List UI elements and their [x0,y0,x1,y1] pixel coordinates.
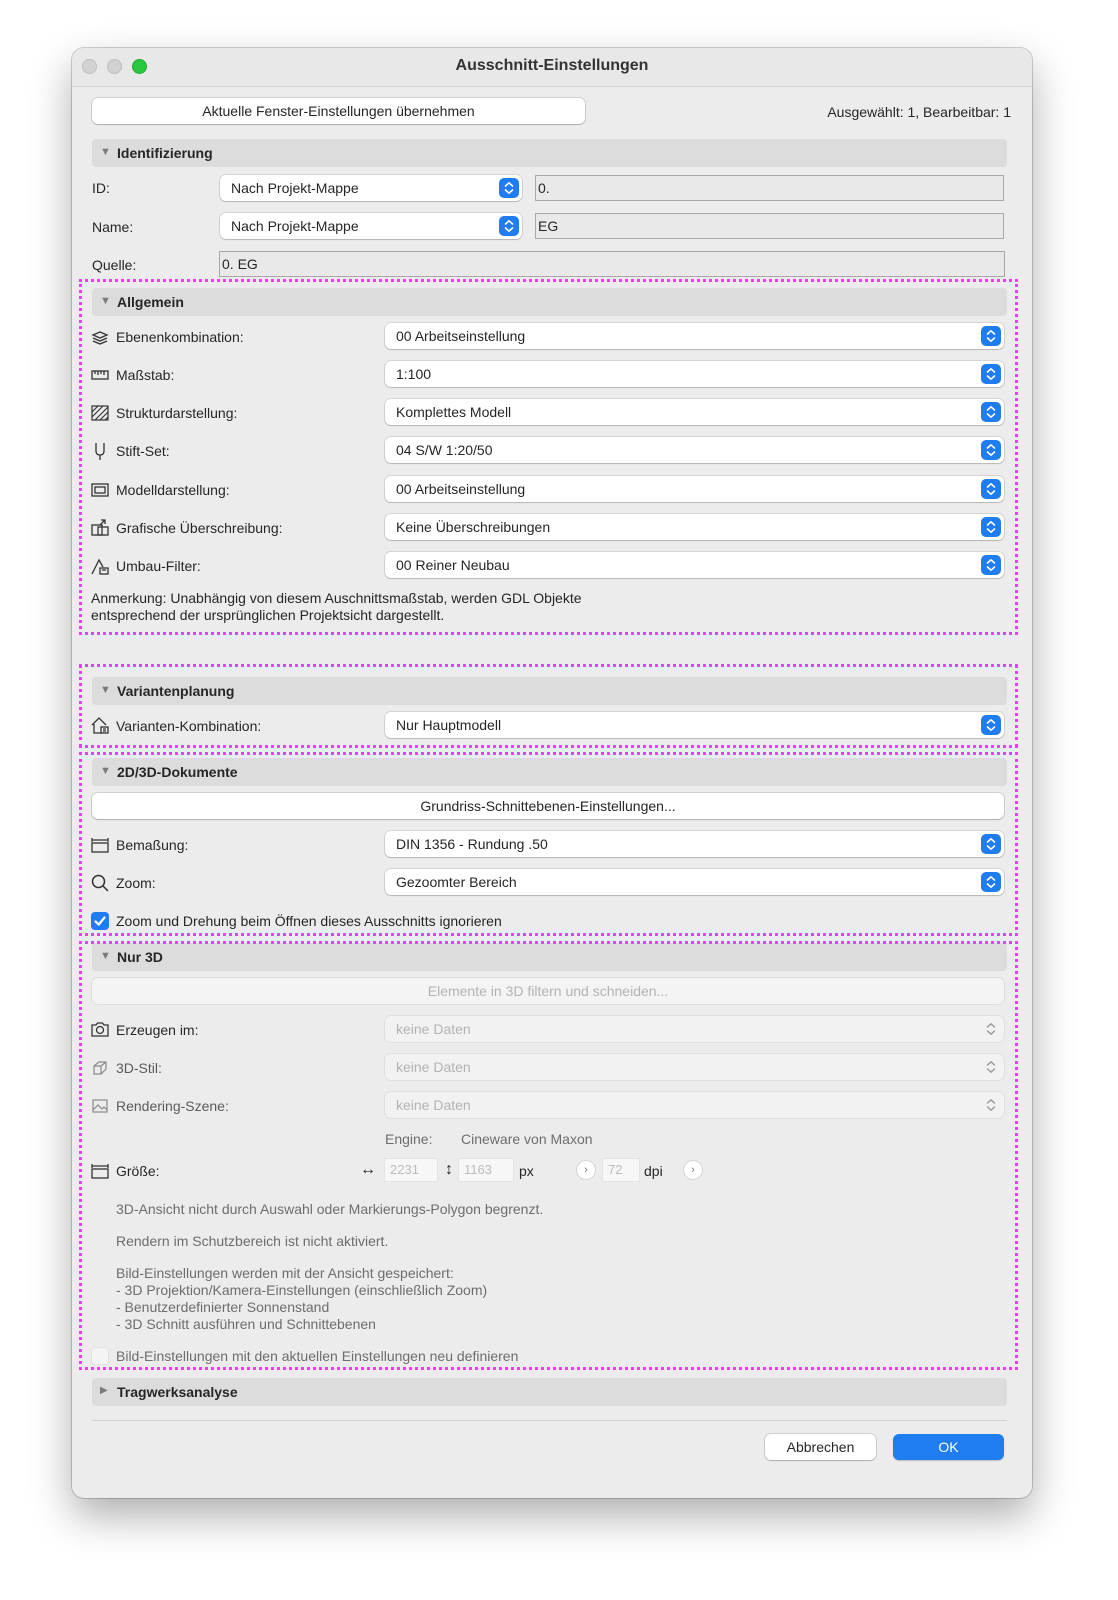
cancel-button[interactable]: Abbrechen [765,1434,876,1460]
section-title: 2D/3D-Dokumente [117,764,238,780]
ebenenkombination-label: Ebenenkombination: [116,329,244,345]
name-label: Name: [92,219,134,235]
id-field[interactable] [535,175,1004,201]
floorplan-cutplane-settings-button[interactable]: Grundriss-Schnittebenen-Einstellungen... [92,793,1004,819]
rendering-szene-label: Rendering-Szene: [116,1098,229,1114]
section-title: Tragwerksanalyse [117,1384,238,1400]
info-line: - 3D Projektion/Kamera-Einstellungen (einschließlich Zoom) [116,1282,488,1298]
section-identifizierung[interactable] [92,139,1007,167]
modelldarstellung-label: Modelldarstellung: [116,482,230,498]
chevron-updown-icon [981,517,1001,537]
zoom-label: Zoom: [116,875,156,891]
name-select[interactable] [220,213,522,239]
bemassung-select[interactable] [385,831,1004,857]
strukturdarstellung-label: Strukturdarstellung: [116,405,238,421]
section-variantenplanung[interactable] [92,677,1007,705]
chevron-updown-icon [981,479,1001,499]
apply-current-settings-button[interactable]: Aktuelle Fenster-Einstellungen übernehmen [92,98,585,124]
select-value: Nur Hauptmodell [396,717,502,733]
select-value: 1:100 [396,366,432,382]
groesse-label: Größe: [116,1163,160,1179]
chevron-updown-icon [981,1095,1001,1115]
size-icon [90,1160,110,1180]
section-title: Allgemein [117,294,184,310]
info-protection-text: Rendern im Schutzbereich ist nicht aktiviert. [116,1233,389,1249]
cube-icon [90,1058,110,1078]
layers-icon [90,327,110,347]
redefine-settings-label[interactable]: Bild-Einstellungen mit den aktuellen Einstellungen neu definieren [116,1348,519,1364]
quelle-field [219,251,1005,277]
renovation-icon [90,556,110,576]
disclosure-open-icon: ▼ [100,146,111,158]
dpi-field[interactable]: 72 [602,1158,640,1182]
dpi-unit: dpi [644,1163,663,1179]
chevron-updown-icon [981,872,1001,892]
grafische-ueberschreibung-select[interactable] [385,514,1004,540]
disclosure-closed-icon: ▶ [100,1385,108,1396]
chevron-updown-icon [499,178,519,198]
note-line: entsprechend der ursprünglichen Projektsicht dargestellt. [91,607,445,623]
height-arrow-icon: ↕ [445,1161,453,1178]
width-arrow-icon: ↔ [360,1161,376,1178]
height-field[interactable]: 1163 [458,1158,514,1182]
stift-set-select[interactable] [385,437,1004,463]
select-value: Gezoomter Bereich [396,874,517,890]
3d-stil-label: 3D-Stil: [116,1060,162,1076]
disclosure-open-icon: ▼ [100,950,111,962]
section-title: Variantenplanung [117,683,235,699]
massstab-select[interactable] [385,361,1004,387]
umbau-filter-select[interactable] [385,552,1004,578]
id-select[interactable] [220,175,522,201]
dimension-icon [90,834,110,854]
chevron-updown-icon [981,715,1001,735]
select-value: keine Daten [396,1097,471,1113]
bemassung-label: Bemaßung: [116,837,189,853]
chevron-updown-icon [981,1019,1001,1039]
footer-divider [92,1420,1007,1421]
varianten-kombination-label: Varianten-Kombination: [116,718,262,734]
window-title: Ausschnitt-Einstellungen [455,57,649,74]
chevron-updown-icon [981,364,1001,384]
id-field-value: 0. [538,180,550,196]
info-line: Bild-Einstellungen werden mit der Ansicht gespeichert: [116,1265,454,1281]
name-select-value: Nach Projekt-Mappe [231,218,359,234]
id-label: ID: [92,180,110,196]
chevron-updown-icon [981,1057,1001,1077]
id-select-value: Nach Projekt-Mappe [231,180,359,196]
chevron-updown-icon [981,555,1001,575]
ebenenkombination-select[interactable] [385,323,1004,349]
px-unit: px [519,1163,534,1179]
quelle-field-value: 0. EG [222,256,258,272]
select-value: 00 Arbeitseinstellung [396,481,526,497]
umbau-filter-label: Umbau-Filter: [116,558,201,574]
erzeugen-label: Erzeugen im: [116,1022,199,1038]
pen-icon [90,441,110,461]
select-value: keine Daten [396,1059,471,1075]
note-line: Anmerkung: Unabhängig von diesem Auschnittsmaßstab, werden GDL Objekte [91,590,582,606]
quelle-label: Quelle: [92,257,137,273]
erzeugen-select[interactable] [385,1016,1004,1042]
select-value: 04 S/W 1:20/50 [396,442,493,458]
select-value: Keine Überschreibungen [396,519,551,535]
section-dokumente[interactable] [92,758,1007,786]
chevron-updown-icon [981,402,1001,422]
hatch-icon [90,403,110,423]
title-bar [72,48,1032,87]
camera-icon [90,1019,110,1039]
varianten-kombination-select[interactable] [385,712,1004,738]
info-line: - 3D Schnitt ausführen und Schnittebenen [116,1316,376,1332]
strukturdarstellung-select[interactable] [385,399,1004,425]
disclosure-open-icon: ▼ [100,295,111,307]
section-tragwerksanalyse[interactable] [92,1378,1007,1406]
select-value: Komplettes Modell [396,404,512,420]
chevron-updown-icon [981,834,1001,854]
disclosure-open-icon: ▼ [100,765,111,777]
magnifier-icon [90,873,110,893]
select-value: 00 Reiner Neubau [396,557,510,573]
rendering-szene-select[interactable] [385,1092,1004,1118]
design-options-icon [90,715,110,735]
3d-stil-select[interactable] [385,1054,1004,1080]
info-image-settings [116,1265,487,1333]
dpi-stepper-button[interactable]: › [684,1161,702,1179]
grafische-ueberschreibung-label: Grafische Überschreibung: [116,520,283,536]
zoom-select[interactable] [385,869,1004,895]
info-selection-text: 3D-Ansicht nicht durch Auswahl oder Markierungs-Polygon begrenzt. [116,1201,544,1217]
model-icon [90,480,110,500]
disclosure-open-icon: ▼ [100,684,111,696]
section-nur-3d[interactable] [92,943,1007,971]
section-title: Nur 3D [117,949,163,965]
dialog-window [72,48,1032,1498]
engine-label: Engine: [385,1131,433,1147]
stift-set-label: Stift-Set: [116,443,170,459]
section-title: Identifizierung [117,145,213,161]
redefine-settings-checkbox[interactable] [91,1347,109,1365]
select-value: DIN 1356 - Rundung .50 [396,836,548,852]
ruler-icon [90,365,110,385]
override-icon [90,518,110,538]
selection-info: Ausgewählt: 1, Bearbeitbar: 1 [827,104,1011,120]
massstab-label: Maßstab: [116,367,175,383]
allgemein-note [91,590,582,624]
filter-cut-3d-button[interactable]: Elemente in 3D filtern und schneiden... [92,978,1004,1004]
select-value: keine Daten [396,1021,471,1037]
checkmark-icon [91,912,109,930]
modelldarstellung-select[interactable] [385,476,1004,502]
px-stepper-button[interactable]: › [577,1161,595,1179]
select-value: 00 Arbeitseinstellung [396,328,526,344]
chevron-updown-icon [981,326,1001,346]
image-icon [90,1096,110,1116]
chevron-updown-icon [499,216,519,236]
name-field[interactable] [535,213,1004,239]
chevron-updown-icon [981,440,1001,460]
zoom-ignore-label[interactable]: Zoom und Drehung beim Öffnen dieses Ausschnitts ignorieren [116,913,502,929]
zoom-ignore-checkbox[interactable] [91,912,109,930]
name-field-value: EG [538,218,559,234]
engine-value: Cineware von Maxon [461,1131,593,1147]
ok-button[interactable]: OK [893,1434,1004,1460]
section-allgemein[interactable] [92,288,1007,316]
info-line: - Benutzerdefinierter Sonnenstand [116,1299,330,1315]
width-field[interactable]: 2231 [384,1158,438,1182]
